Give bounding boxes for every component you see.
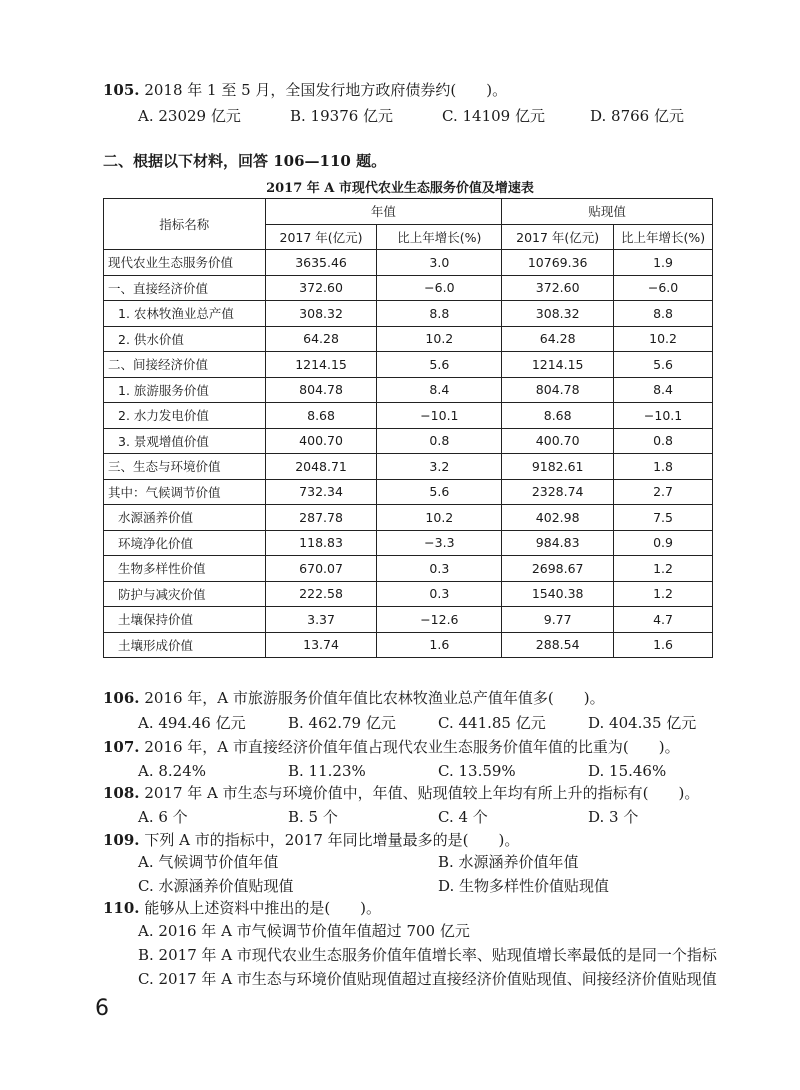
- annual-value: 64.28: [265, 326, 377, 352]
- row-name: 1. 旅游服务价值: [104, 377, 266, 403]
- option-b: B. 2017 年 A 市现代农业生态服务价值年值增长率、贴现值增长率最低的是同一个指标: [138, 946, 717, 964]
- discounted-growth: 4.7: [614, 607, 713, 633]
- annual-growth: −3.3: [377, 530, 502, 556]
- discounted-value: 64.28: [502, 326, 614, 352]
- row-name: 水源涵养价值: [104, 505, 266, 531]
- option-a: A. 23029 亿元: [138, 107, 241, 125]
- annual-value: 8.68: [265, 403, 377, 429]
- discounted-value: 288.54: [502, 632, 614, 658]
- option-c: C. 2017 年 A 市生态与环境价值贴现值超过直接经济价值贴现值、间接经济价值贴现值: [138, 970, 717, 988]
- discounted-growth: 7.5: [614, 505, 713, 531]
- table-row: [104, 301, 713, 327]
- question-number: 109.: [103, 831, 140, 849]
- option-c: C. 441.85 亿元: [438, 714, 546, 732]
- row-name: 环境净化价值: [104, 530, 266, 556]
- annual-value: 3635.46: [265, 250, 377, 276]
- option-c: C. 13.59%: [438, 762, 516, 780]
- discounted-value: 308.32: [502, 301, 614, 327]
- discounted-growth: 1.2: [614, 556, 713, 582]
- annual-value: 804.78: [265, 377, 377, 403]
- table-row: [104, 428, 713, 454]
- row-name: 现代农业生态服务价值: [104, 250, 266, 276]
- row-name: 2. 水力发电价值: [104, 403, 266, 429]
- option-d: D. 生物多样性价值贴现值: [438, 877, 610, 895]
- annual-value: 13.74: [265, 632, 377, 658]
- question-text: 2017 年 A 市生态与环境价值中，年值、贴现值较上年均有所上升的指标有( )。: [144, 784, 700, 802]
- row-name: 一、直接经济价值: [104, 275, 266, 301]
- table-row: [104, 530, 713, 556]
- option-d: D. 15.46%: [588, 762, 667, 780]
- table-row: [104, 275, 713, 301]
- annual-growth: 0.3: [377, 581, 502, 607]
- header-annual: 年值: [265, 199, 502, 225]
- discounted-value: 9.77: [502, 607, 614, 633]
- question-number: 105.: [103, 81, 140, 99]
- option-b: B. 水源涵养价值年值: [438, 853, 579, 871]
- section-heading: 二、根据以下材料，回答 106—110 题。: [103, 152, 387, 170]
- table-row: [104, 632, 713, 658]
- question-text: 2018 年 1 至 5 月，全国发行地方政府债券约( )。: [144, 81, 508, 99]
- discounted-growth: 8.8: [614, 301, 713, 327]
- annual-growth: 8.8: [377, 301, 502, 327]
- option-d: D. 8766 亿元: [590, 107, 684, 125]
- annual-value: 3.37: [265, 607, 377, 633]
- discounted-growth: −6.0: [614, 275, 713, 301]
- row-name: 3. 景观增值价值: [104, 428, 266, 454]
- annual-growth: 8.4: [377, 377, 502, 403]
- discounted-growth: 1.9: [614, 250, 713, 276]
- annual-value: 287.78: [265, 505, 377, 531]
- question-text: 能够从上述资料中推出的是( )。: [144, 899, 382, 917]
- annual-growth: 1.6: [377, 632, 502, 658]
- discounted-value: 372.60: [502, 275, 614, 301]
- question-number: 108.: [103, 784, 140, 802]
- discounted-value: 2328.74: [502, 479, 614, 505]
- option-a: A. 2016 年 A 市气候调节价值年值超过 700 亿元: [138, 922, 470, 940]
- discounted-value: 1214.15: [502, 352, 614, 378]
- discounted-value: 8.68: [502, 403, 614, 429]
- question-text: 2016 年，A 市直接经济价值年值占现代农业生态服务价值年值的比重为( )。: [144, 738, 680, 756]
- option-c: C. 14109 亿元: [442, 107, 545, 125]
- annual-value: 308.32: [265, 301, 377, 327]
- annual-value: 372.60: [265, 275, 377, 301]
- annual-growth: 3.0: [377, 250, 502, 276]
- discounted-growth: 2.7: [614, 479, 713, 505]
- row-name: 生物多样性价值: [104, 556, 266, 582]
- annual-growth: 5.6: [377, 352, 502, 378]
- discounted-growth: 10.2: [614, 326, 713, 352]
- table-row: [104, 581, 713, 607]
- table-row: [104, 377, 713, 403]
- header-discounted-2017: 2017 年(亿元): [502, 224, 614, 250]
- table-row: [104, 607, 713, 633]
- question-107: [103, 737, 680, 757]
- question-text: 2016 年，A 市旅游服务价值年值比农林牧渔业总产值年值多( )。: [144, 689, 605, 707]
- row-name: 1. 农林牧渔业总产值: [104, 301, 266, 327]
- option-a: A. 6 个: [138, 808, 188, 826]
- discounted-value: 10769.36: [502, 250, 614, 276]
- question-text: 下列 A 市的指标中，2017 年同比增量最多的是( )。: [144, 831, 520, 849]
- annual-value: 400.70: [265, 428, 377, 454]
- option-b: B. 11.23%: [288, 762, 366, 780]
- option-b: B. 5 个: [288, 808, 338, 826]
- annual-growth: 5.6: [377, 479, 502, 505]
- row-name: 2. 供水价值: [104, 326, 266, 352]
- discounted-growth: 1.8: [614, 454, 713, 480]
- discounted-growth: 0.9: [614, 530, 713, 556]
- table-row: [104, 479, 713, 505]
- row-name: 防护与减灾价值: [104, 581, 266, 607]
- question-number: 107.: [103, 738, 140, 756]
- question-number: 106.: [103, 689, 140, 707]
- annual-value: 670.07: [265, 556, 377, 582]
- annual-growth: 10.2: [377, 505, 502, 531]
- annual-growth: −12.6: [377, 607, 502, 633]
- annual-growth: −6.0: [377, 275, 502, 301]
- discounted-value: 1540.38: [502, 581, 614, 607]
- table-row: [104, 505, 713, 531]
- option-a: A. 494.46 亿元: [138, 714, 246, 732]
- discounted-growth: 5.6: [614, 352, 713, 378]
- annual-value: 1214.15: [265, 352, 377, 378]
- row-name: 二、间接经济价值: [104, 352, 266, 378]
- question-109: [103, 830, 519, 850]
- table-title: 2017 年 A 市现代农业生态服务价值及增速表: [266, 181, 534, 196]
- discounted-value: 9182.61: [502, 454, 614, 480]
- discounted-value: 2698.67: [502, 556, 614, 582]
- annual-growth: 0.3: [377, 556, 502, 582]
- option-d: D. 3 个: [588, 808, 639, 826]
- option-c: C. 4 个: [438, 808, 488, 826]
- question-106: [103, 688, 605, 708]
- annual-value: 222.58: [265, 581, 377, 607]
- table-row: [104, 326, 713, 352]
- question-105: [103, 80, 507, 100]
- table-row: [104, 403, 713, 429]
- option-a: A. 8.24%: [138, 762, 207, 780]
- annual-growth: 0.8: [377, 428, 502, 454]
- discounted-growth: 8.4: [614, 377, 713, 403]
- discounted-growth: 0.8: [614, 428, 713, 454]
- row-name: 土壤保持价值: [104, 607, 266, 633]
- table-row: [104, 352, 713, 378]
- question-108: [103, 783, 699, 803]
- question-number: 110.: [103, 899, 140, 917]
- annual-growth: 10.2: [377, 326, 502, 352]
- header-discounted-growth: 比上年增长(%): [614, 224, 713, 250]
- annual-value: 2048.71: [265, 454, 377, 480]
- annual-growth: 3.2: [377, 454, 502, 480]
- discounted-value: 804.78: [502, 377, 614, 403]
- option-b: B. 462.79 亿元: [288, 714, 396, 732]
- discounted-value: 402.98: [502, 505, 614, 531]
- option-d: D. 404.35 亿元: [588, 714, 697, 732]
- discounted-growth: −10.1: [614, 403, 713, 429]
- header-name: 指标名称: [104, 199, 266, 250]
- annual-value: 118.83: [265, 530, 377, 556]
- annual-growth: −10.1: [377, 403, 502, 429]
- question-110: [103, 898, 381, 918]
- discounted-growth: 1.6: [614, 632, 713, 658]
- table-row: [104, 556, 713, 582]
- row-name: 土壤形成价值: [104, 632, 266, 658]
- header-discounted: 贴现值: [502, 199, 713, 225]
- table-row: [104, 454, 713, 480]
- header-annual-2017: 2017 年(亿元): [265, 224, 377, 250]
- data-table: [103, 198, 713, 658]
- row-name: 其中：气候调节价值: [104, 479, 266, 505]
- option-c: C. 水源涵养价值贴现值: [138, 877, 294, 895]
- discounted-value: 984.83: [502, 530, 614, 556]
- table-row: [104, 250, 713, 276]
- option-a: A. 气候调节价值年值: [138, 853, 279, 871]
- discounted-value: 400.70: [502, 428, 614, 454]
- header-annual-growth: 比上年增长(%): [377, 224, 502, 250]
- annual-value: 732.34: [265, 479, 377, 505]
- discounted-growth: 1.2: [614, 581, 713, 607]
- option-b: B. 19376 亿元: [290, 107, 394, 125]
- row-name: 三、生态与环境价值: [104, 454, 266, 480]
- page-number: 6: [95, 996, 109, 1021]
